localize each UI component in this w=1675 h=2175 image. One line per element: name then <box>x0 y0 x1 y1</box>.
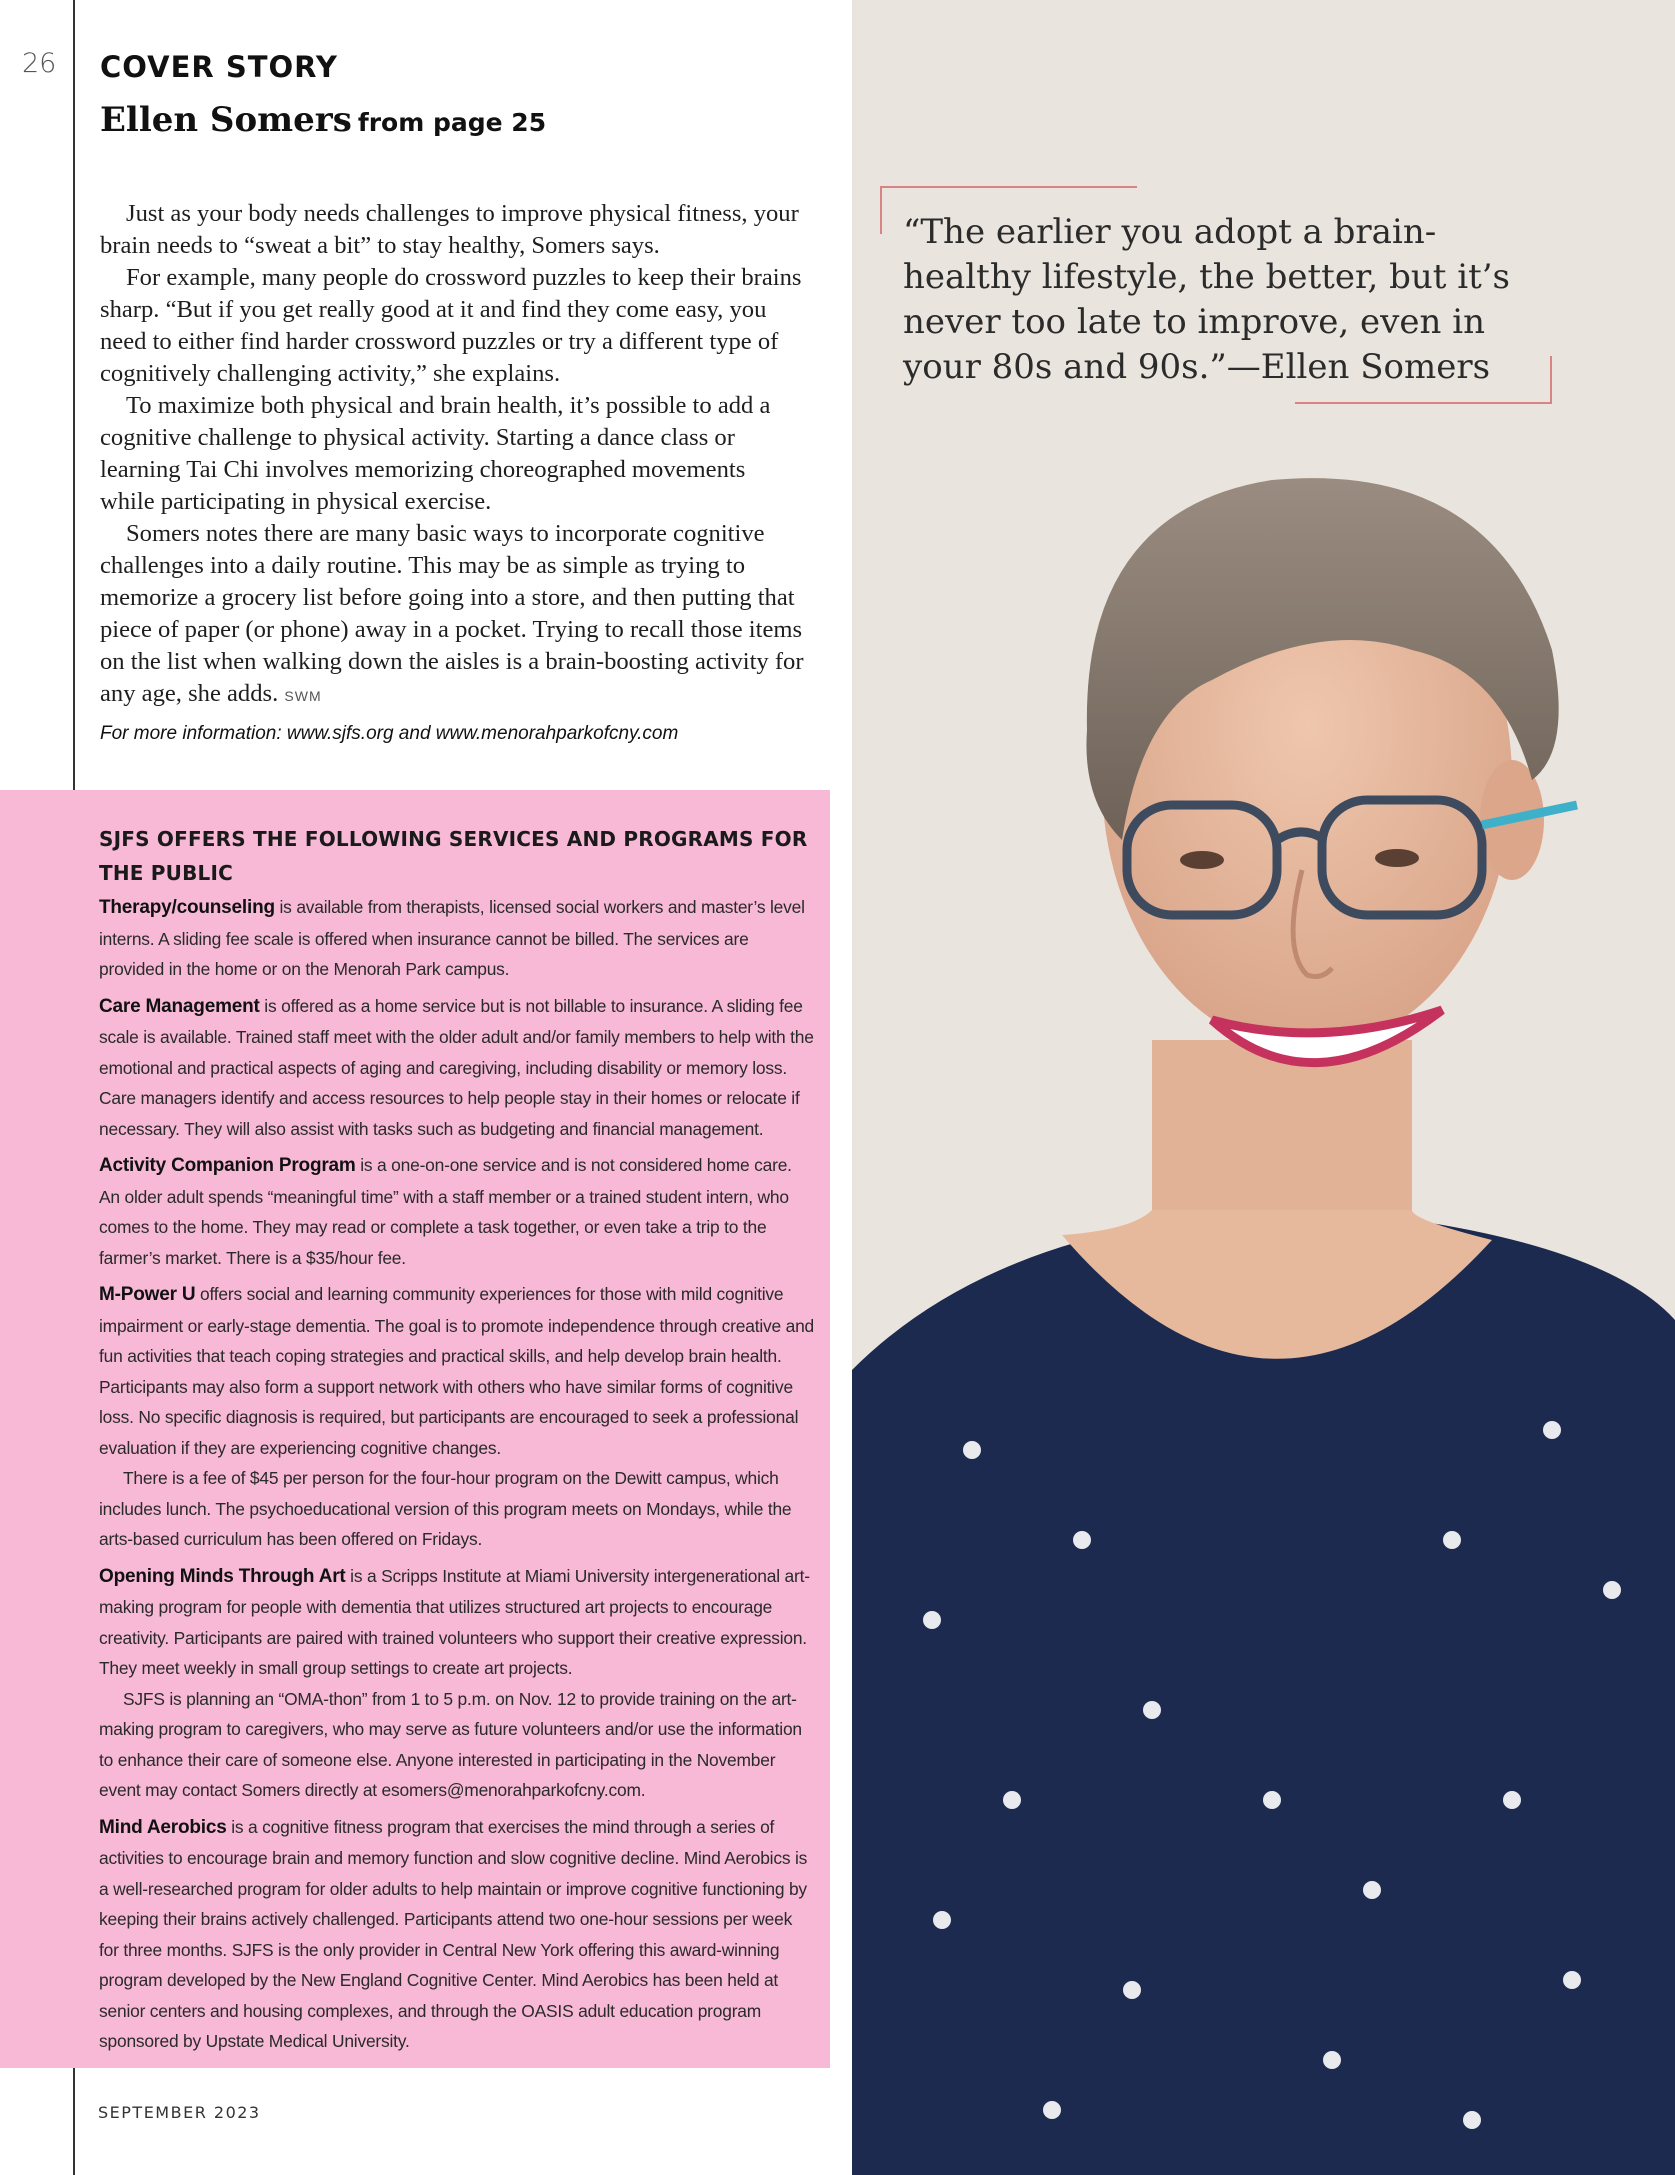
more-info: For more information: www.sjfs.org and www.menorahparkofcny.com <box>100 723 679 744</box>
service-title: Mind Aerobics <box>99 1816 227 1838</box>
page-number: 26 <box>22 48 57 79</box>
woman-portrait-icon <box>852 420 1675 2175</box>
service-item <box>99 1150 814 1273</box>
sidebar-title: SJFS OFFERS THE FOLLOWING SERVICES AND PROGRAMS FOR THE PUBLIC <box>99 827 808 885</box>
service-title: Care Management <box>99 995 260 1017</box>
services-sidebar <box>0 790 830 2068</box>
service-text: is offered as a home service but is not billable to insurance. A sliding fee scale is available. Trained staff meet with the older adult and/or family members to help with the emotional and practical aspects of aging and caregiving, including disability or memory loss. Care managers identify and access resources to help people stay in their homes or relocate if necessary. They will also assist with tasks such as budgeting and financial management. <box>99 995 814 1139</box>
headline-name: Ellen Somers <box>100 100 352 140</box>
service-text: is a cognitive fitness program that exercises the mind through a series of activities to encourage brain and memory function and slow cognitive decline. Mind Aerobics is a well-researched program for older adults to help maintain or improve cognitive functioning by keeping their brains actively challenged. Participants attend two one-hour sessions per week for three months. SJFS is the only provider in Central New York offering this award-winning program developed by the New England Cognitive Center. Mind Aerobics has been held at senior centers and housing complexes, and through the OASIS adult education program sponsored by Upstate Medical University. <box>99 1816 808 2051</box>
pull-quote: “The earlier you adopt a brain-healthy lifestyle, the better, but it’s never too late to improve, even in your 80s and 90s.”—Ellen Somers <box>903 212 1511 387</box>
article-paragraph: For example, many people do crossword puzzles to keep their brains sharp. “But if you get really good at it and find they come easy, you need to either find harder crossword puzzles or try a different type of cognitively challenging activity,” she explains. <box>100 264 802 387</box>
headline <box>100 100 546 140</box>
article-paragraph <box>100 518 805 712</box>
section-label: COVER STORY <box>100 50 338 84</box>
service-item <box>99 991 814 1145</box>
sidebar-content <box>99 822 814 2063</box>
service-item <box>99 1279 814 1555</box>
author-credit: SWM <box>284 688 322 704</box>
service-title: M-Power U <box>99 1284 196 1305</box>
service-item <box>99 1812 814 2057</box>
service-text: offers social and learning community experiences for those with mild cognitive impairment or early-stage dementia. The goal is to promote independence through creative and fun activities that teach coping strategies and practical skills, and help develop brain health. Participants may also form a support network with others who have similar forms of cognitive loss. No specific diagnosis is required, but participants are encouraged to seek a professional evaluation if they are experiencing cognitive changes. <box>99 1284 815 1458</box>
service-title: Therapy/counseling <box>99 897 275 918</box>
service-item <box>99 1561 814 1806</box>
service-text: is a Scripps Institute at Miami University intergenerational art-making program for people with dementia that utilizes structured art projects to encourage creativity. Participants are paired with trained volunteers who support their creative expression. They meet weekly in small group settings to create art projects. <box>99 1565 810 1678</box>
article-paragraph: Just as your body needs challenges to improve physical fitness, your brain needs to “sweat a bit” to stay healthy, Somers says. <box>100 200 799 259</box>
issue-date: SEPTEMBER 2023 <box>98 2103 261 2122</box>
service-text: is a one-on-one service and is not considered home care. An older adult spends “meaningful time” with a staff member or a trained student intern, who comes to the home. They may read or complete a task together, or even take a trip to the farmer’s market. There is a $35/hour fee. <box>99 1155 792 1268</box>
service-title: Activity Companion Program <box>99 1155 356 1176</box>
service-extra: SJFS is planning an “OMA-thon” from 1 to 5 p.m. on Nov. 12 to provide training on the art-making program to caregivers, who may serve as future volunteers and/or use the information to enhance their care of someone else. Anyone interested in participating in the November event may contact Somers directly at esomers@menorahparkofcny.com. <box>99 1688 802 1800</box>
service-title: Opening Minds Through Art <box>99 1565 346 1587</box>
article-paragraph-text: Somers notes there are many basic ways to incorporate cognitive challenges into a daily routine. This may be as simple as trying to memorize a grocery list before going into a store, and then putting that piece of paper (or phone) away in a pocket. Trying to recall those items on the list when walking down the aisles is a brain-boosting activity for any age, she adds. <box>100 520 804 707</box>
article-paragraph: To maximize both physical and brain health, it’s possible to add a cognitive challenge to physical activity. Starting a dance class or learning Tai Chi involves memorizing choreographed movements while participating in physical exercise. <box>100 392 771 515</box>
service-item <box>99 892 814 985</box>
article-body <box>100 198 805 712</box>
service-extra: There is a fee of $45 per person for the four-hour program on the Dewitt campus, which includes lunch. The psychoeducational version of this program meets on Mondays, while the arts-based curriculum has been offered on Fridays. <box>99 1468 792 1549</box>
service-text: is available from therapists, licensed social workers and master’s level interns. A sliding fee scale is offered when insurance cannot be billed. The services are provided in the home or on the Menorah Park campus. <box>99 897 805 979</box>
headline-continued: from page 25 <box>357 108 547 137</box>
